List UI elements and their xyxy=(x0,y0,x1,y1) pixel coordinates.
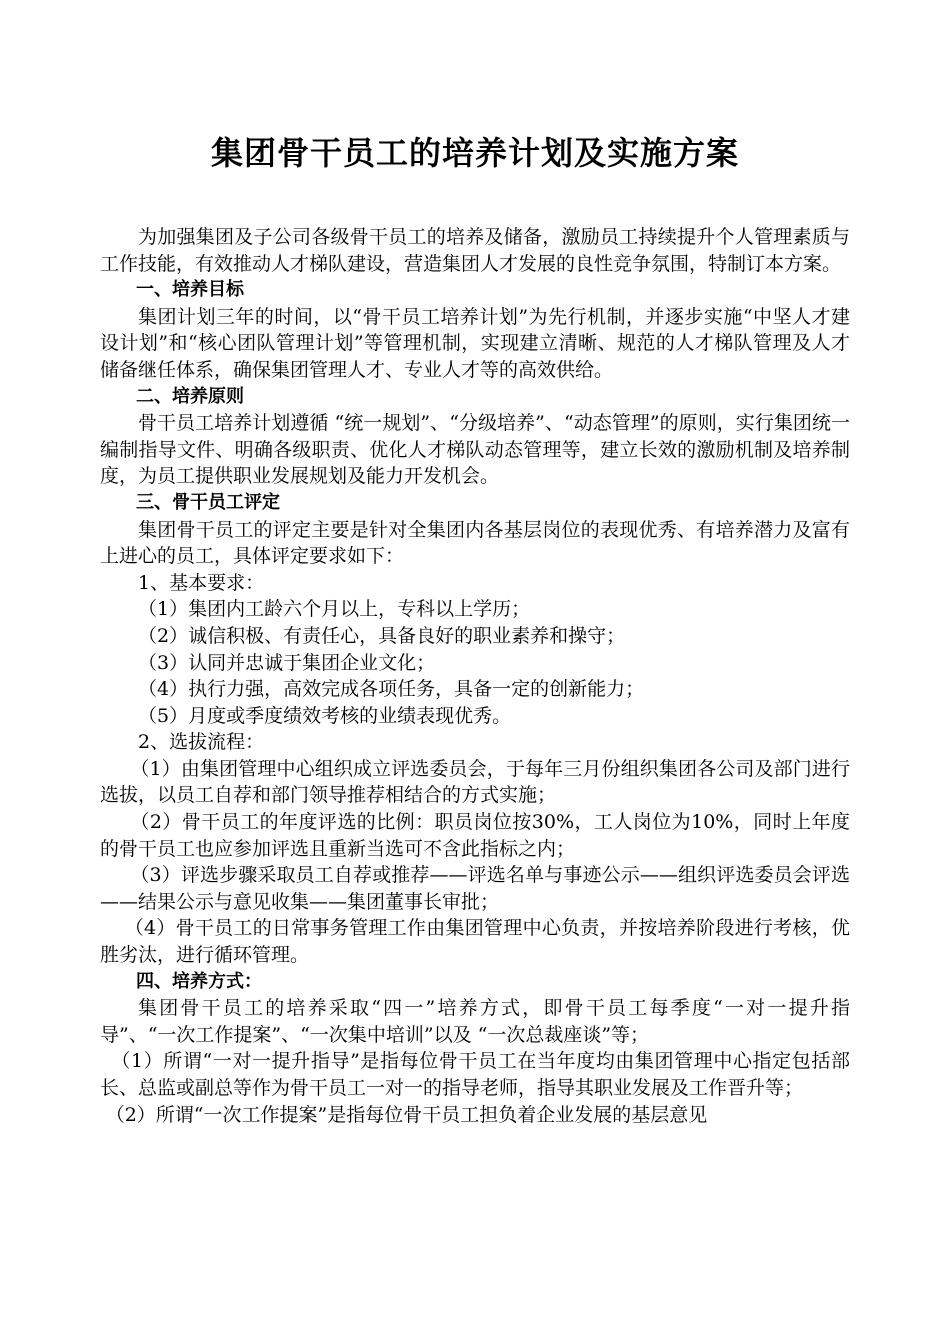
list-item: （5）月度或季度绩效考核的业绩表现优秀。 xyxy=(138,704,512,727)
section-heading-evaluation: 三、骨干员工评定 xyxy=(136,491,280,513)
section-heading-goals: 一、培养目标 xyxy=(136,279,244,301)
section-text-principles: 骨干员工培养计划遵循 “统一规划”、“分级培养”、“动态管理”的原则，实行集团统一编制指导文件、明确各级职责、优化人才梯队动态管理等，建立长效的激励机制及培养制度，为员工提供职业发展规划及能力开发机会。 xyxy=(100,412,850,488)
list-item: （3）评选步骤采取员工自荐或推荐——评选名单与事迹公示——组织评选委员会评选——结果公示与意见收集——集团董事长审批； xyxy=(100,864,850,913)
list-item: （1）由集团管理中心组织成立评选委员会，于每年三月份组织集团各公司及部门进行选拔，以员工自荐和部门领导推荐相结合的方式实施； xyxy=(100,757,850,807)
selection-process-title: 2、选拔流程： xyxy=(138,731,265,754)
list-item: （3）认同并忠诚于集团企业文化； xyxy=(138,651,436,674)
intro-paragraph: 为加强集团及子公司各级骨干员工的培养及储备，激励员工持续提升个人管理素质与工作技能，有效推动人才梯队建设，营造集团人才发展的良性竞争氛围，特制订本方案。 xyxy=(100,226,850,275)
section-text-goals: 集团计划三年的时间，以“骨干员工培养计划”为先行机制，并逐步实施“中坚人才建设计划”和“核心团队管理计划”等管理机制，实现建立清晰、规范的人才梯队管理及人才储备继任体系，确保集团管理人才、专业人才等的高效供给。 xyxy=(100,305,850,381)
section-text-evaluation: 集团骨干员工的评定主要是针对全集团内各基层岗位的表现优秀、有培养潜力及富有上进心的员工，具体评定要求如下： xyxy=(100,518,850,568)
section-heading-methods: 四、培养方式： xyxy=(136,970,262,992)
list-item: （4）骨干员工的日常事务管理工作由集团管理中心负责，并按培养阶段进行考核，优胜劣汰，进行循环管理。 xyxy=(100,917,850,967)
list-item: （1）所谓“一对一提升指导”是指每位骨干员工在当年度均由集团管理中心指定包括部长、总监或副总等作为骨干员工一对一的指导老师，指导其职业发展及工作晋升等； xyxy=(100,1050,850,1099)
document-body xyxy=(100,224,850,1128)
list-item: （1）集团内工龄六个月以上，专科以上学历； xyxy=(138,598,531,621)
list-item: （2）骨干员工的年度评选的比例：职员岗位按30%，工人岗位为10%，同时上年度的骨干员工也应参加评选且重新当选可不含此指标之内； xyxy=(100,811,850,860)
basic-requirements-title: 1、基本要求： xyxy=(138,571,265,594)
list-item: （4）执行力强，高效完成各项任务，具备一定的创新能力； xyxy=(138,678,645,701)
list-item: （2）所谓“一次工作提案”是指每位骨干员工担负着企业发展的基层意见 xyxy=(105,1103,708,1126)
document-title: 集团骨干员工的培养计划及实施方案 xyxy=(210,134,739,172)
section-text-methods: 集团骨干员工的培养采取“四一”培养方式，即骨干员工每季度“一对一提升指导”、“一次工作提案”、“一次集中培训”以及 “一次总裁座谈”等； xyxy=(100,997,850,1046)
list-item: （2）诚信积极、有责任心，具备良好的职业素养和操守； xyxy=(138,624,626,647)
section-heading-principles: 二、培养原则 xyxy=(136,385,244,407)
